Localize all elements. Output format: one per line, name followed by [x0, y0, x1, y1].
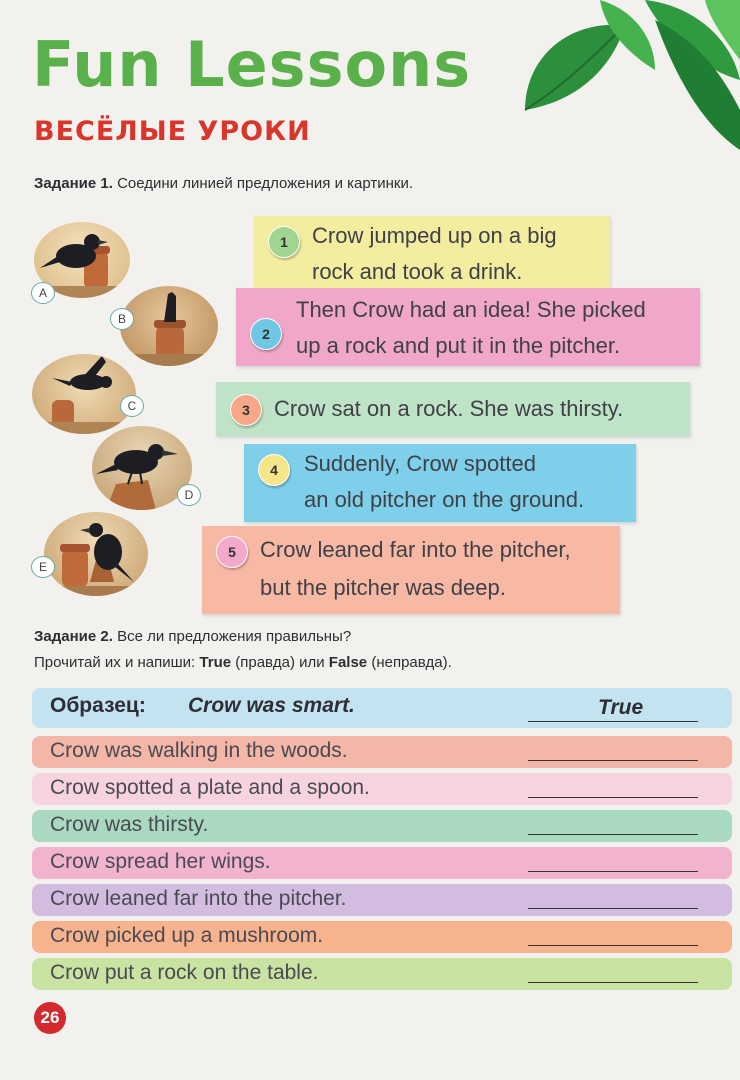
sentence-2-line-1: Then Crow had an idea! She picked: [296, 297, 646, 322]
task-1-text: Соедини линией предложения и картинки.: [117, 175, 413, 192]
picture-b-label: B: [110, 308, 134, 330]
sample-label: Образец:: [50, 694, 146, 717]
statement-7-text: Crow put a rock on the table.: [50, 961, 319, 984]
statement-4-text: Crow spread her wings.: [50, 850, 271, 873]
sentence-card-3[interactable]: [216, 382, 690, 436]
statement-1-answer-blank[interactable]: [528, 760, 698, 761]
palm-leaves-decoration: [505, 0, 740, 150]
statement-row-3: [32, 810, 732, 842]
statement-4-answer-blank[interactable]: [528, 871, 698, 872]
picture-e[interactable]: [44, 512, 148, 596]
picture-c-label: C: [120, 395, 144, 417]
statement-row-6: [32, 921, 732, 953]
sentence-4-number: 4: [258, 454, 290, 486]
false-word: False: [328, 654, 368, 671]
sample-answer-line: [528, 721, 698, 722]
true-word: True: [199, 654, 232, 671]
true-translation: (правда) или: [231, 654, 329, 671]
task-1-instruction: [34, 175, 413, 192]
statement-row-5: [32, 884, 732, 916]
sample-row: [32, 688, 732, 728]
sentence-4-line-2: an old pitcher on the ground.: [304, 487, 585, 512]
sentence-5-line-2: but the pitcher was deep.: [260, 575, 506, 600]
sample-sentence: Crow was smart.: [188, 694, 355, 717]
page-number-badge: 26: [34, 1002, 66, 1034]
statement-6-text: Crow picked up a mushroom.: [50, 924, 324, 947]
statement-6-answer-blank[interactable]: [528, 945, 698, 946]
statement-3-answer-blank[interactable]: [528, 834, 698, 835]
picture-c[interactable]: [32, 354, 136, 434]
flying-crow-illustration: [32, 354, 136, 434]
sentence-4-line-1: Suddenly, Crow spotted: [304, 451, 536, 476]
crow-in-pitcher-illustration: [120, 286, 218, 366]
statement-2-text: Crow spotted a plate and a spoon.: [50, 776, 370, 799]
statement-5-answer-blank[interactable]: [528, 908, 698, 909]
statement-7-answer-blank[interactable]: [528, 982, 698, 983]
statement-2-answer-blank[interactable]: [528, 797, 698, 798]
sentence-2-line-2: up a rock and put it in the pitcher.: [296, 333, 621, 358]
task-2-line2-text: Прочитай их и напиши:: [34, 654, 200, 671]
picture-a-label: A: [31, 282, 55, 304]
page-title: Fun Lessons: [32, 28, 472, 101]
task-1-label: Задание 1.: [34, 175, 113, 192]
statement-3-text: Crow was thirsty.: [50, 813, 209, 836]
task-2-instruction-line-2: [34, 654, 452, 671]
task-2-label: Задание 2.: [34, 628, 113, 645]
picture-e-label: E: [31, 556, 55, 578]
statement-row-4: [32, 847, 732, 879]
statement-5-text: Crow leaned far into the pitcher.: [50, 887, 347, 910]
task-2-text: Все ли предложения правильны?: [117, 628, 352, 645]
sentence-1-line-1: Crow jumped up on a big: [312, 223, 557, 248]
sentence-3-number: 3: [230, 394, 262, 426]
page-subtitle: ВЕСЁЛЫЕ УРОКИ: [34, 116, 311, 147]
sentence-5-line-1: Crow leaned far into the pitcher,: [260, 537, 571, 562]
picture-b[interactable]: [120, 286, 218, 366]
task-2-instruction: [34, 628, 351, 645]
sentence-3-line-1: Crow sat on a rock. She was thirsty.: [274, 396, 624, 421]
statement-row-1: [32, 736, 732, 768]
statement-row-7: [32, 958, 732, 990]
sentence-card-2[interactable]: [236, 288, 700, 366]
crow-and-pitcher-illustration: [44, 512, 148, 596]
sentence-card-4[interactable]: [244, 444, 636, 522]
false-translation: (неправда).: [367, 654, 452, 671]
picture-d-label: D: [177, 484, 201, 506]
sentence-card-1[interactable]: [254, 216, 610, 294]
statement-1-text: Crow was walking in the woods.: [50, 739, 348, 762]
sentence-2-number: 2: [250, 318, 282, 350]
statement-row-2: [32, 773, 732, 805]
sentence-card-5[interactable]: [202, 526, 620, 614]
sentence-1-number: 1: [268, 226, 300, 258]
sentence-1-line-2: rock and took a drink.: [312, 259, 523, 284]
sample-answer: True: [598, 696, 644, 719]
sentence-5-number: 5: [216, 536, 248, 568]
